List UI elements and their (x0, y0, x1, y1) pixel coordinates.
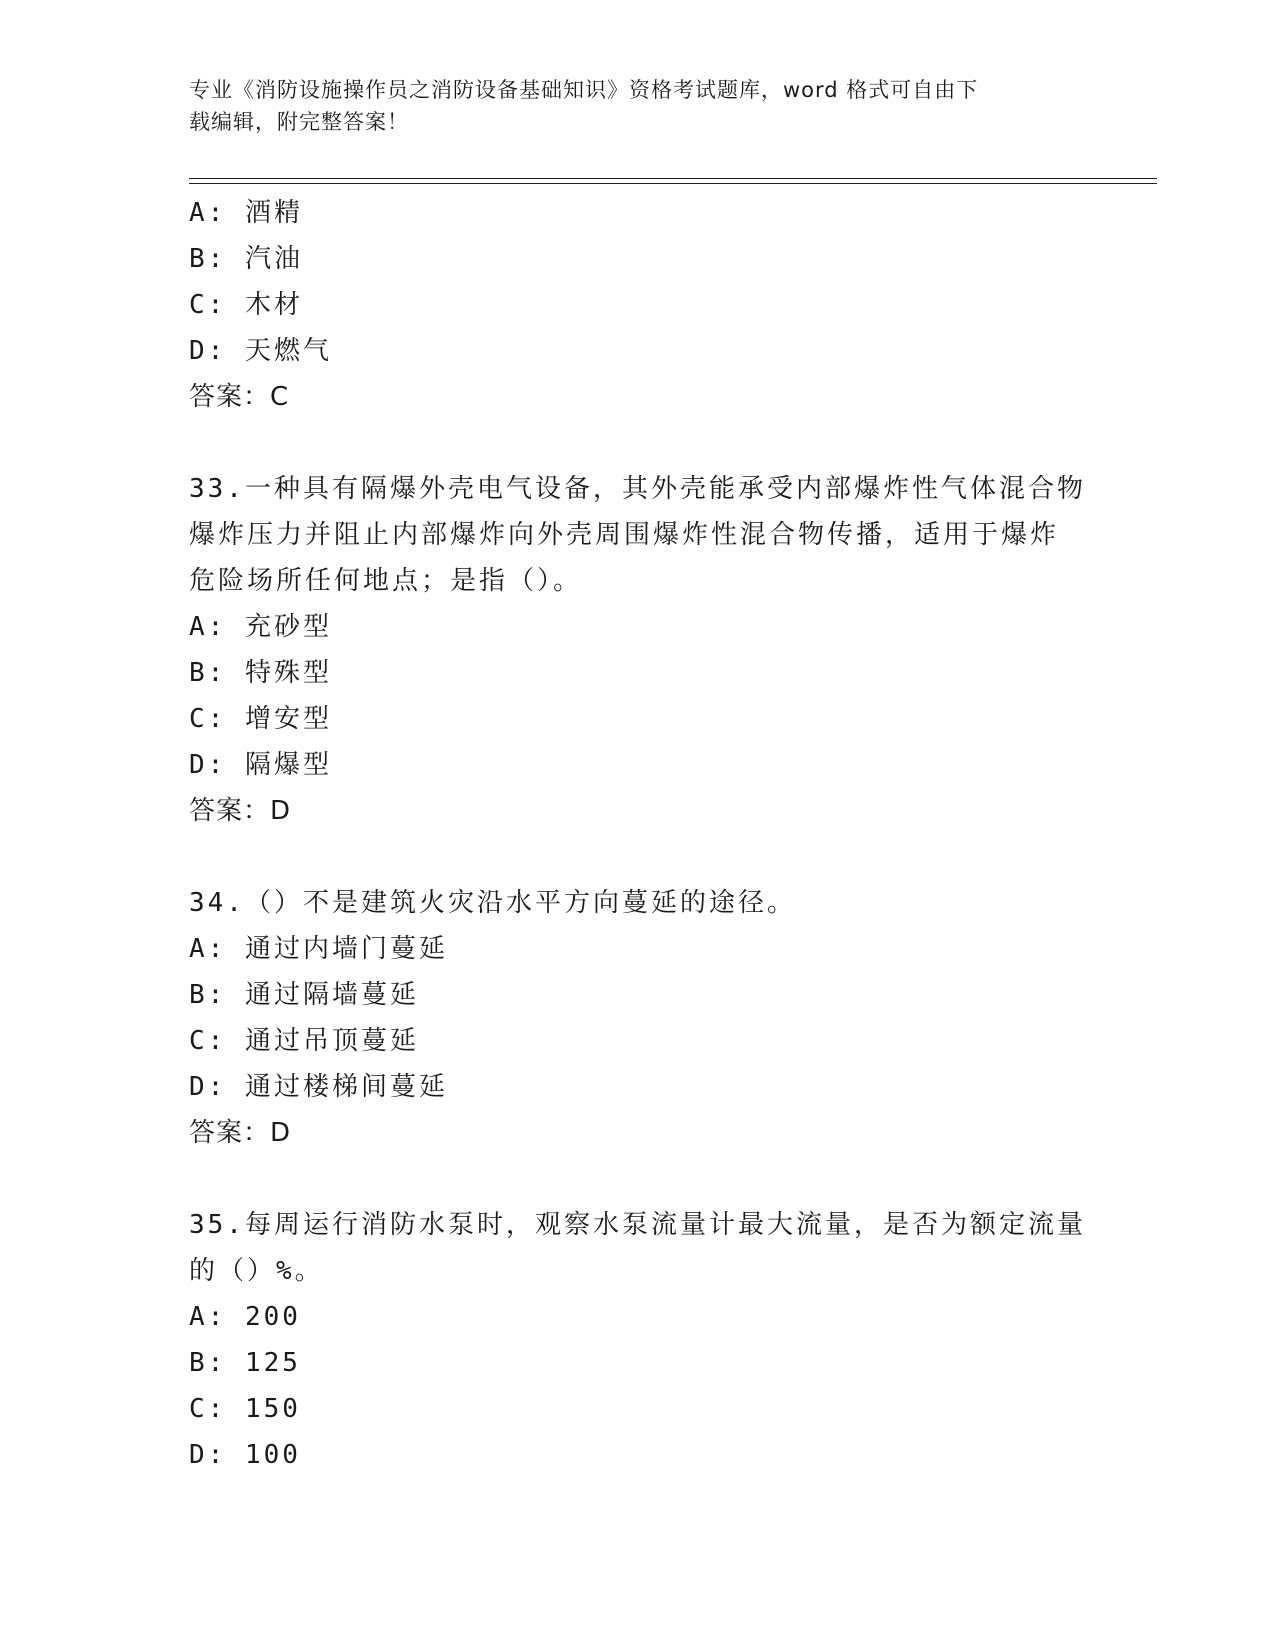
option-b: B: 汽油 (189, 244, 303, 274)
option-c: C: 增安型 (189, 704, 332, 734)
option-d: D: 100 (189, 1440, 301, 1470)
option-b: B: 通过隔墙蔓延 (189, 980, 419, 1010)
option-a: A: 通过内墙门蔓延 (189, 934, 448, 964)
question-34 (189, 880, 1089, 1156)
option-c: C: 木材 (189, 290, 303, 320)
option-d: D: 通过楼梯间蔓延 (189, 1072, 448, 1102)
question-text-line-1: 34.（）不是建筑火灾沿水平方向蔓延的途径。 (189, 888, 796, 918)
question-32 (189, 190, 1089, 420)
option-c: C: 150 (189, 1394, 301, 1424)
option-c: C: 通过吊顶蔓延 (189, 1026, 419, 1056)
spacer (189, 420, 1089, 466)
header-rule-bottom (189, 183, 1157, 184)
answer: 答案：C (189, 382, 290, 412)
question-list (189, 190, 1089, 1478)
option-a: A: 酒精 (189, 198, 303, 228)
option-a: A: 充砂型 (189, 612, 332, 642)
header-rule-top (189, 178, 1157, 179)
question-text-line-3: 危险场所任何地点；是指（）。 (189, 566, 583, 596)
question-text-line-1: 35.每周运行消防水泵时，观察水泵流量计最大流量，是否为额定流量 (189, 1210, 1086, 1240)
answer: 答案：D (189, 1118, 292, 1148)
spacer (189, 834, 1089, 880)
option-a: A: 200 (189, 1302, 301, 1332)
header-line-1: 专业《消防设施操作员之消防设备基础知识》资格考试题库，word 格式可自由下 (189, 78, 979, 102)
question-33 (189, 466, 1089, 834)
option-d: D: 隔爆型 (189, 750, 332, 780)
answer: 答案：D (189, 796, 292, 826)
question-text-line-2: 的（）%。 (189, 1256, 324, 1286)
option-d: D: 天燃气 (189, 336, 332, 366)
spacer (189, 1156, 1089, 1202)
option-b: B: 特殊型 (189, 658, 332, 688)
header-line-2: 载编辑，附完整答案！ (189, 110, 409, 134)
option-b: B: 125 (189, 1348, 301, 1378)
question-text-line-2: 爆炸压力并阻止内部爆炸向外壳周围爆炸性混合物传播，适用于爆炸 (189, 520, 1060, 550)
question-35 (189, 1202, 1089, 1478)
question-text-line-1: 33.一种具有隔爆外壳电气设备，其外壳能承受内部爆炸性气体混合物 (189, 474, 1086, 504)
document-header (189, 74, 1069, 138)
